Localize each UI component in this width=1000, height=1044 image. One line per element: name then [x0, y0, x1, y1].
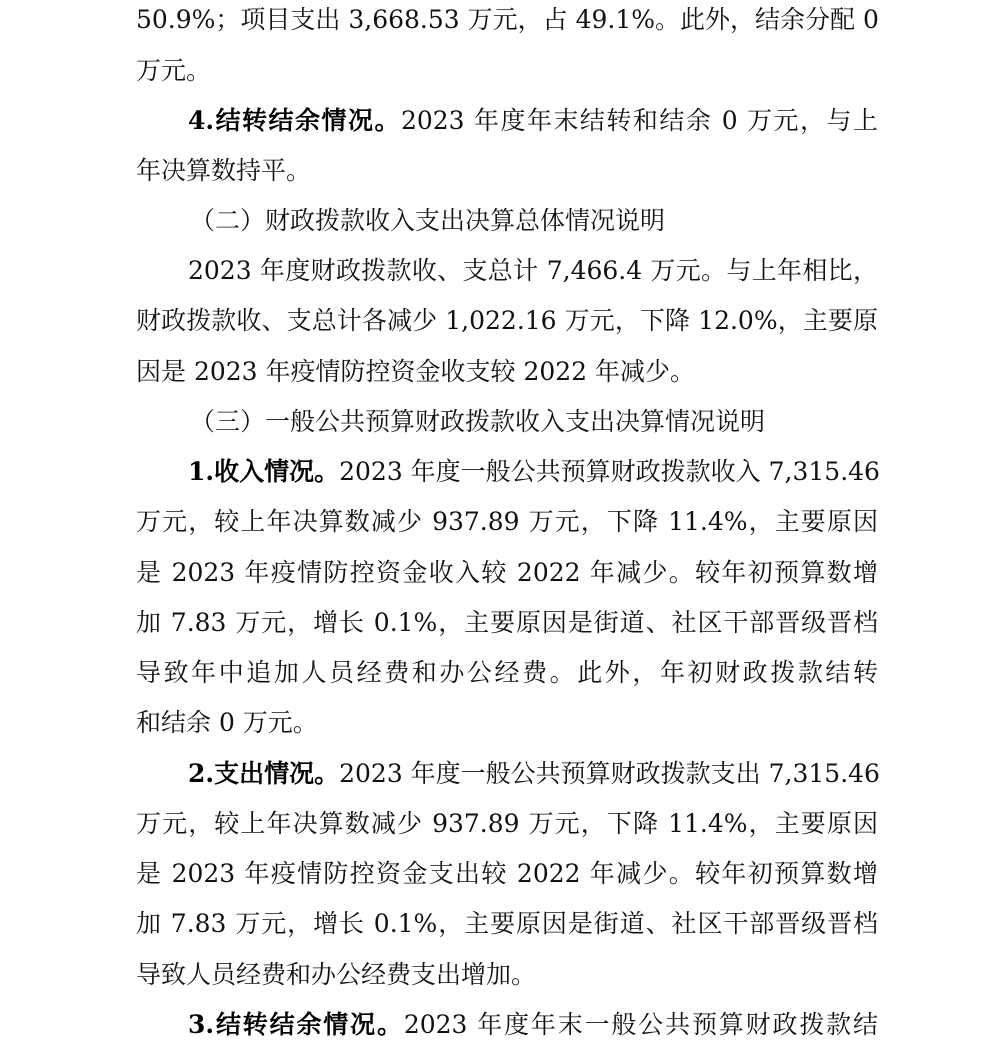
paragraph-text: 2023 年度年末结转和结余 0 万元，与上	[400, 106, 879, 135]
paragraph-line: 万元，较上年决算数减少 937.89 万元，下降 11.4%，主要原因	[136, 507, 878, 536]
section-heading: （二）财政拨款收入支出决算总体情况说明	[190, 206, 666, 235]
section-heading: （三）一般公共预算财政拨款收入支出决算情况说明	[190, 407, 766, 436]
paragraph-line: 2023 年度财政拨款收、支总计 7,466.4 万元。与上年相比，	[188, 256, 878, 285]
paragraph-text: 2023 年度一般公共预算财政拨款支出 7,315.46	[339, 759, 880, 788]
paragraph-lead: 1.收入情况。	[188, 457, 340, 486]
paragraph-first-line	[188, 756, 878, 792]
paragraph-first-line	[188, 103, 878, 139]
paragraph-lead: 2.支出情况。	[188, 759, 340, 788]
paragraph-line: 导致年中追加人员经费和办公经费。此外，年初财政拨款结转	[136, 658, 878, 687]
paragraph-text: 2023 年度年末一般公共预算财政拨款结	[403, 1010, 878, 1039]
paragraph-line: 导致人员经费和办公经费支出增加。	[136, 960, 537, 989]
paragraph-first-line	[188, 454, 878, 490]
paragraph-line: 加 7.83 万元，增长 0.1%，主要原因是街道、社区干部晋级晋档	[136, 608, 878, 637]
paragraph-lead: 4.结转结余情况。	[188, 106, 401, 135]
paragraph-line: 和结余 0 万元。	[136, 708, 318, 737]
paragraph-line: 因是 2023 年疫情防控资金收支较 2022 年减少。	[136, 357, 696, 386]
paragraph-line: 是 2023 年疫情防控资金收入较 2022 年减少。较年初预算数增	[136, 558, 878, 587]
paragraph-line: 万元，较上年决算数减少 937.89 万元，下降 11.4%，主要原因	[136, 809, 878, 838]
paragraph-line: 50.9%；项目支出 3,668.53 万元，占 49.1%。此外，结余分配 0	[136, 5, 879, 34]
paragraph-line: 万元。	[136, 56, 212, 85]
paragraph-lead: 3.结转结余情况。	[188, 1010, 404, 1039]
paragraph-text: 2023 年度一般公共预算财政拨款收入 7,315.46	[339, 457, 880, 486]
paragraph-line: 年决算数持平。	[136, 156, 312, 185]
paragraph-line: 加 7.83 万元，增长 0.1%，主要原因是街道、社区干部晋级晋档	[136, 909, 878, 938]
paragraph-line: 是 2023 年疫情防控资金支出较 2022 年减少。较年初预算数增	[136, 859, 878, 888]
paragraph-line: 财政拨款收、支总计各减少 1,022.16 万元，下降 12.0%，主要原	[136, 306, 878, 335]
paragraph-first-line	[188, 1007, 878, 1043]
